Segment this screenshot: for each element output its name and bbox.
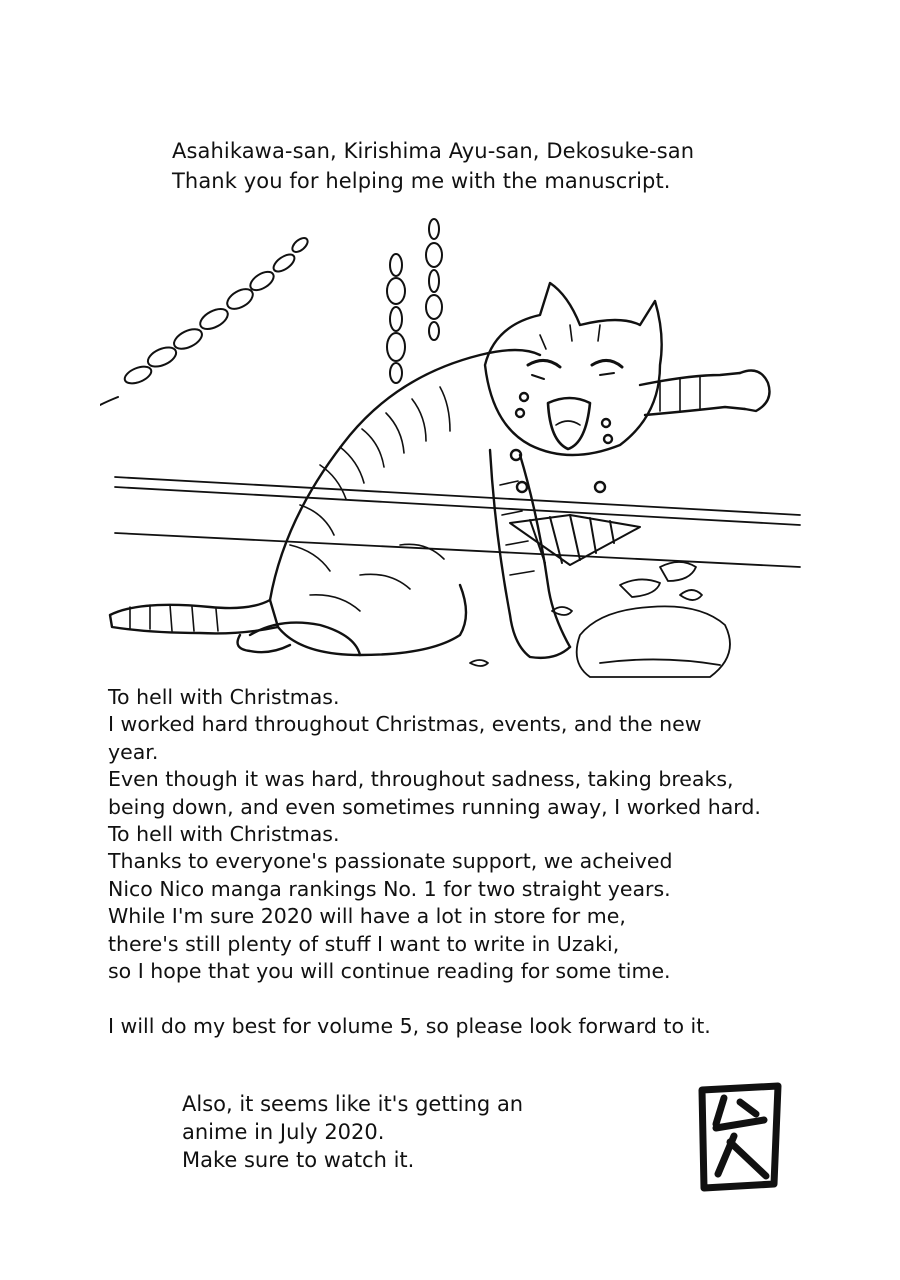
message-line: being down, and even sometimes running away, I worked hard.: [108, 794, 761, 819]
message-line: While I'm sure 2020 will have a lot in store for me,: [108, 904, 626, 929]
message-line: Thanks to everyone's passionate support, we acheived: [108, 849, 673, 874]
crying-cat-illustration: [100, 215, 810, 685]
closing-line: Make sure to watch it.: [182, 1148, 415, 1172]
message-line: Even though it was hard, throughout sadness, taking breaks,: [108, 767, 734, 792]
afterword-message: [108, 684, 798, 1040]
message-line: so I hope that you will continue reading for some time.: [108, 959, 671, 984]
room-lines: [115, 477, 800, 567]
closing-line: anime in July 2020.: [182, 1120, 385, 1144]
message-spacer: [108, 985, 798, 1012]
message-line: To hell with Christmas.: [108, 822, 340, 847]
message-line: I worked hard throughout Christmas, events, and the new year.: [108, 712, 702, 764]
message-line: I will do my best for volume 5, so please look forward to it.: [108, 1013, 711, 1038]
acknowledgement-names: Asahikawa-san, Kirishima Ayu-san, Dekosuke-san: [172, 139, 695, 163]
cat: [110, 283, 770, 658]
closing-line: Also, it seems like it's getting an: [182, 1092, 524, 1116]
author-seal-icon: [694, 1080, 786, 1192]
hanging-chains: [387, 219, 442, 383]
acknowledgement-thanks: Thank you for helping me with the manuscript.: [172, 169, 671, 193]
rubble: [470, 562, 730, 677]
closing-note: [182, 1090, 602, 1174]
message-line: there's still plenty of stuff I want to write in Uzaki,: [108, 931, 620, 956]
left-chain: [100, 235, 310, 405]
message-line: Nico Nico manga rankings No. 1 for two straight years.: [108, 876, 671, 901]
message-line: To hell with Christmas.: [108, 685, 340, 709]
acknowledgement: [172, 136, 772, 196]
